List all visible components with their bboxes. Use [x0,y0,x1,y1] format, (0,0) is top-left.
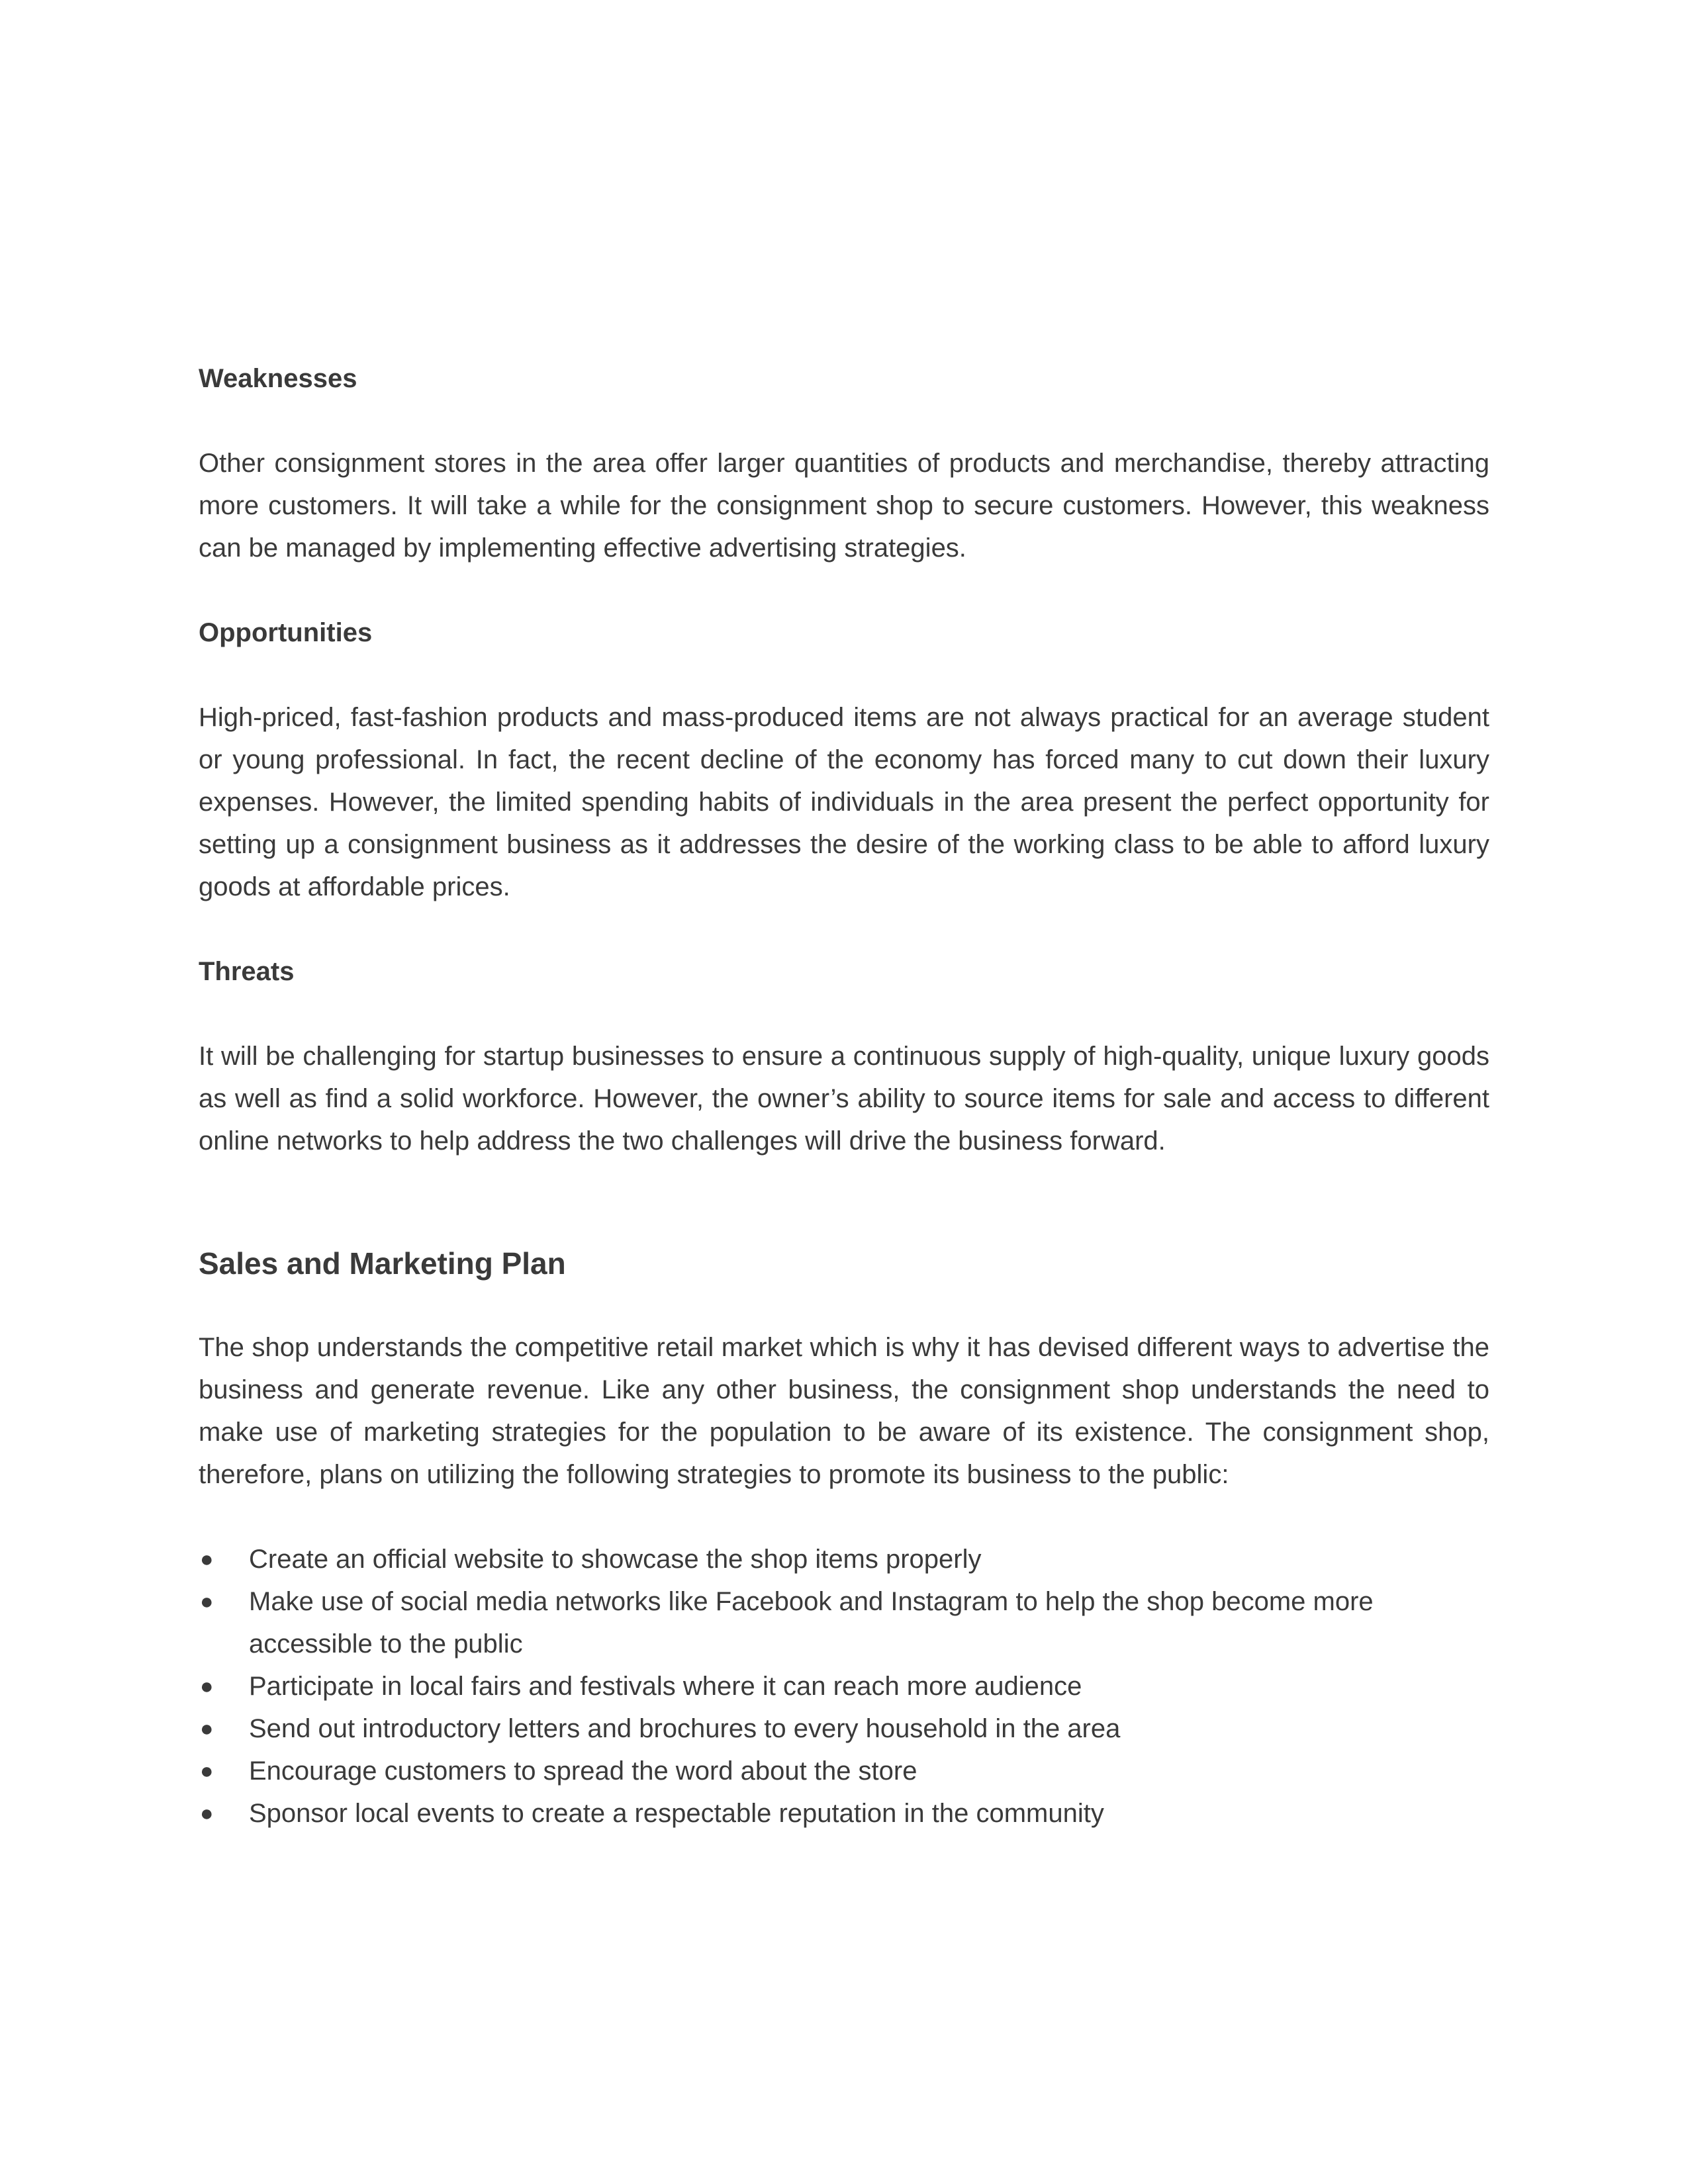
list-item [199,1538,1489,1580]
bullet-icon: ● [200,1716,214,1741]
bullet-icon: ● [200,1674,214,1699]
opportunities-paragraph: High-priced, fast-fashion products and mass-produced items are not always practical for an average student or young professional. In fact, the recent decline of the economy has forced many to cut down their luxury expenses. However, the limited spending habits of individuals in the area present the perfect opportunity for setting up a consignment business as it addresses the desire of the working class to be able to afford luxury goods at affordable prices. [199,703,1489,901]
opportunities-heading: Opportunities [199,618,373,647]
list-item [199,1792,1489,1835]
marketing-strategies-list [199,1538,1489,1835]
weaknesses-paragraph: Other consignment stores in the area offer larger quantities of products and merchandise, thereby attracting more customers. It will take a while for the consignment shop to secure customers. However, this weakness can be managed by implementing effective advertising strategies. [199,449,1489,563]
list-item [199,1750,1489,1792]
bullet-icon: ● [200,1801,214,1826]
list-item-text: Send out introductory letters and brochures to every household in the area [249,1714,1121,1743]
list-item [199,1707,1489,1750]
list-item [199,1665,1489,1707]
weaknesses-heading: Weaknesses [199,364,357,393]
sales-marketing-heading: Sales and Marketing Plan [199,1246,566,1281]
list-item [199,1580,1489,1665]
bullet-icon: ● [200,1547,214,1572]
sales-marketing-paragraph: The shop understands the competitive retail market which is why it has devised different ways to advertise the business and generate revenue. Like any other business, the consignment shop understands the need to make use of marketing strategies for the population to be aware of its existence. The consignment shop, therefore, plans on utilizing the following strategies to promote its business to the public: [199,1333,1489,1489]
list-item-text: Sponsor local events to create a respectable reputation in the community [249,1799,1104,1828]
list-item-text: Create an official website to showcase the shop items properly [249,1545,982,1574]
bullet-icon: ● [200,1589,214,1614]
list-item-text: Participate in local fairs and festivals where it can reach more audience [249,1672,1082,1701]
threats-paragraph: It will be challenging for startup businesses to ensure a continuous supply of high-quality, unique luxury goods as well as find a solid workforce. However, the owner’s ability to source items for sale and access to different online networks to help address the two challenges will drive the business forward. [199,1042,1489,1156]
threats-heading: Threats [199,957,295,986]
list-item-text: Encourage customers to spread the word about the store [249,1756,917,1786]
bullet-icon: ● [200,1758,214,1784]
list-item-text: Make use of social media networks like Facebook and Instagram to help the shop become more accessible to the public [249,1587,1374,1659]
document-body [199,357,1489,1835]
